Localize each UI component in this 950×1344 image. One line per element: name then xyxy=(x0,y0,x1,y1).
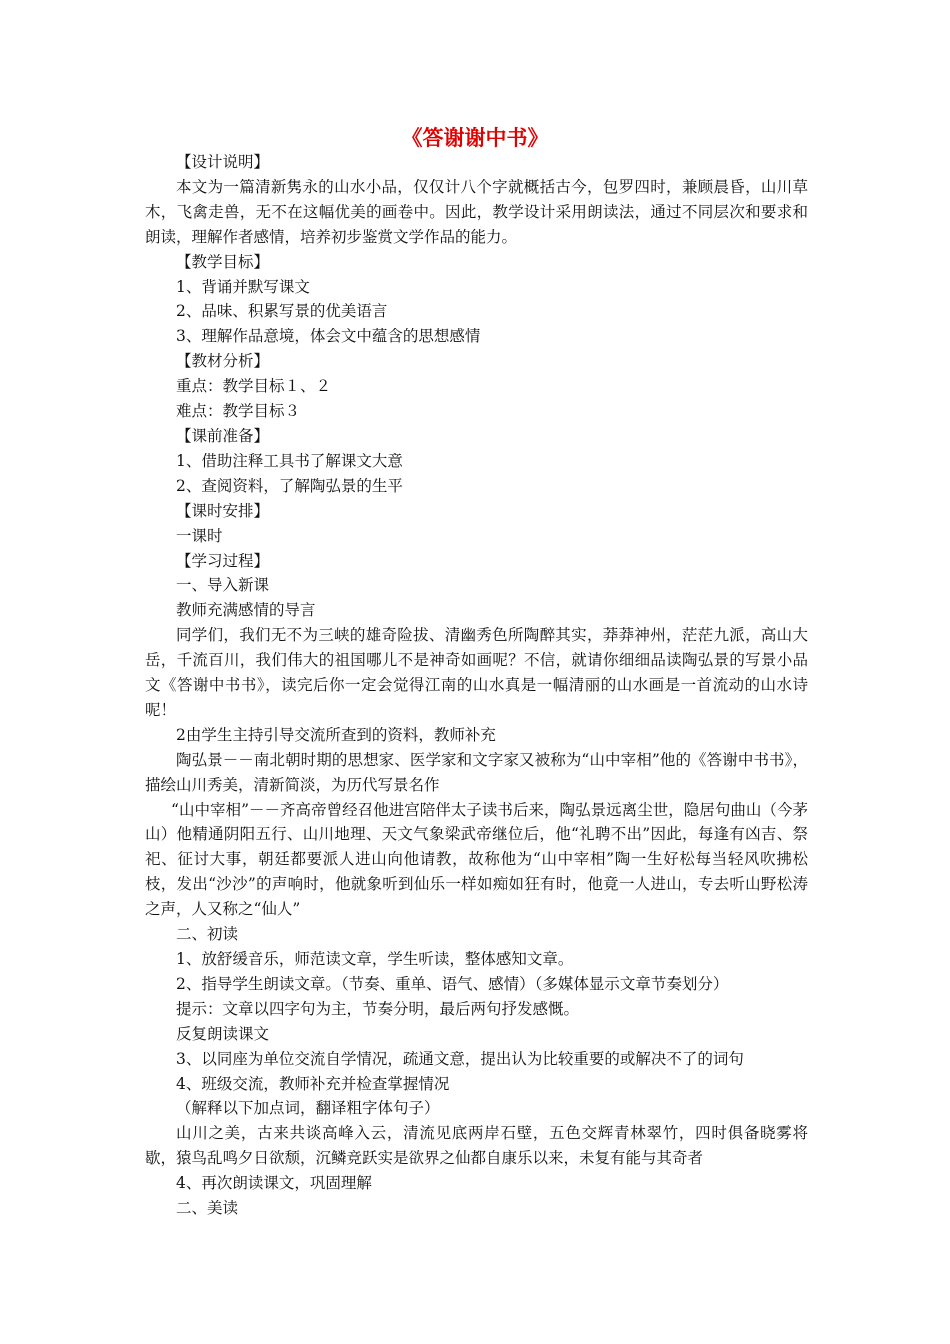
list-item-goal-2: 2、品味、积累写景的优美语言 xyxy=(176,302,388,321)
paragraph-tao-hongjing: 陶弘景－－南北朝时期的思想家、医学家和文字家又被称为“山中宰相”他的《答谢中书书》，描绘山川秀美，清新简淡，为历代写景名作 xyxy=(145,750,808,794)
text-difficult-points: 难点：教学目标３ xyxy=(176,402,301,421)
paragraph-intro: 同学们，我们无不为三峡的雄奇险拔、清幽秀色所陶醉其实，莽莽神州，茫茫九派，高山大岳，千流百川，我们伟大的祖国哪儿不是神奇如画呢？不信，就请你细细品读陶弘景的写景小品文《答谢中书书》，读完后你一定会觉得江南的山水真是一幅清丽的山水画是一首流动的山水诗呢！ xyxy=(145,626,808,719)
paragraph-original-text: 山川之美，古来共谈高峰入云，清流见底两岸石壁，五色交辉青林翠竹，四时俱备晓雾将歇，猿鸟乱鸣夕日欲颓，沉鳞竞跃实是欲界之仙都自康乐以来，未复有能与其奇者 xyxy=(145,1124,808,1168)
step-heading-intro: 一、导入新课 xyxy=(176,576,270,595)
list-item-prep-1: 1、借助注释工具书了解课文大意 xyxy=(176,451,403,470)
section-heading-prep: 【课前准备】 xyxy=(176,426,270,445)
list-item-goal-1: 1、背诵并默写课文 xyxy=(176,277,310,296)
paragraph-design: 本文为一篇清新隽永的山水小品，仅仅计八个字就概括古今，包罗四时，兼顾晨昏，山川草木，飞禽走兽，无不在这幅优美的画卷中。因此，教学设计采用朗读法，通过不同层次和要求和朗读，理解作者感情，培养初步鉴赏文学作品的能力。 xyxy=(145,177,808,246)
section-heading-design: 【设计说明】 xyxy=(176,153,270,171)
text-student-exchange: 2由学生主持引导交流所查到的资料，教师补充 xyxy=(176,725,496,744)
list-item-reading-1: 1、放舒缓音乐，师范读文章，学生听读，整体感知文章。 xyxy=(176,950,574,968)
section-heading-schedule: 【课时安排】 xyxy=(176,501,270,520)
section-heading-goals: 【教学目标】 xyxy=(176,252,270,271)
paragraph-mountain-minister: “山中宰相”－－齐高帝曾经召他进宫陪伴太子读书后来，陶弘景远离尘世，隐居句曲山（今茅山）他精通阴阳五行、山川地理、天文气象梁武帝继位后，他“礼聘不出”因此，每逢有凶吉、祭祀、征讨大事，朝廷都要派人进山向他请教，故称他为“山中宰相”陶一生好松每当轻风吹拂松枝，发出“沙沙”的声响时，他就象听到仙乐一样如痴如狂有时，他竟一人进山，专去听山野松涛之声，人又称之“仙人” xyxy=(145,800,808,919)
section-heading-process: 【学习过程】 xyxy=(176,551,270,570)
text-key-points: 重点：教学目标１、２ xyxy=(176,377,332,396)
list-item-reading-3: 3、以同座为单位交流自学情况，疏通文意，提出认为比较重要的或解决不了的词句 xyxy=(176,1049,744,1068)
document-title: 《答谢谢中书》 xyxy=(401,125,549,150)
list-item-goal-3: 3、理解作品意境，体会文中蕴含的思想感情 xyxy=(176,327,481,346)
text-intro-label: 教师充满感情的导言 xyxy=(176,601,316,620)
list-item-reading-4: 4、班级交流，教师补充并检查掌握情况 xyxy=(176,1074,450,1093)
document-body xyxy=(145,150,808,1221)
section-heading-analysis: 【教材分析】 xyxy=(176,352,270,371)
list-item-reading-2: 2、指导学生朗读文章。（节奏、重单、语气、感情）（多媒体显示文章节奏划分） xyxy=(176,974,729,993)
text-repeat-reading: 反复朗读课文 xyxy=(176,1024,270,1043)
step-heading-beautiful-reading: 二、美读 xyxy=(176,1199,239,1218)
text-instruction: （解释以下加点词，翻译粗字体句子） xyxy=(176,1099,440,1118)
list-item-reading-5: 4、再次朗读课文，巩固理解 xyxy=(176,1174,372,1193)
text-schedule: 一课时 xyxy=(176,526,223,545)
list-item-prep-2: 2、查阅资料，了解陶弘景的生平 xyxy=(176,476,403,495)
step-heading-first-reading: 二、初读 xyxy=(176,925,239,944)
text-hint: 提示：文章以四字句为主，节奏分明，最后两句抒发感慨。 xyxy=(176,999,580,1018)
